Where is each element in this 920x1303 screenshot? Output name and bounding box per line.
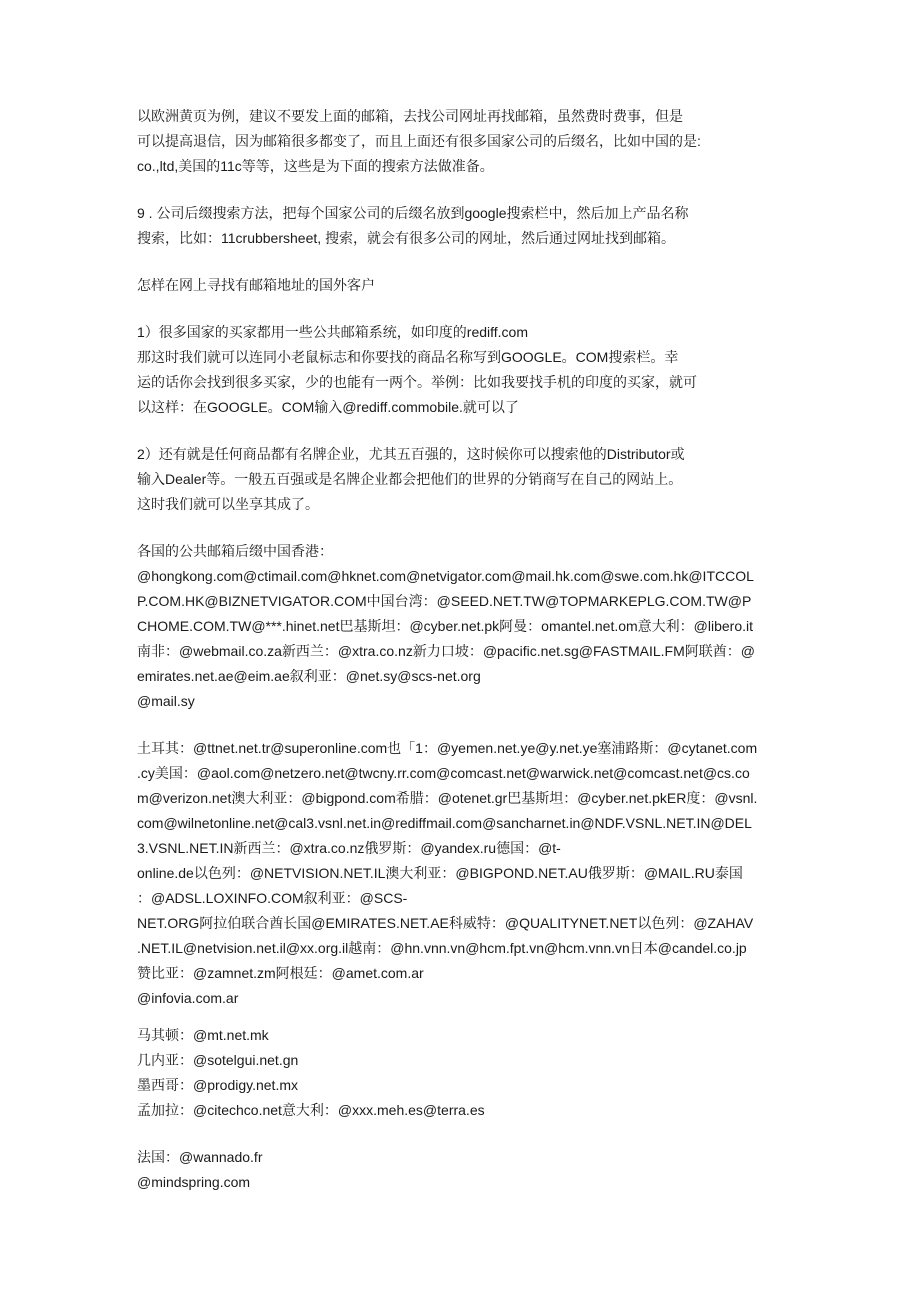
text-line: @mail.sy — [137, 693, 195, 709]
text-line: @infovia.com.ar — [137, 990, 239, 1006]
paragraph-email-suffixes-asia — [137, 539, 787, 714]
text-line: co.,ltd,美国的11c等等，这些是为下面的搜索方法做准备。 — [137, 158, 494, 174]
paragraph-email-suffixes-world — [137, 736, 787, 1011]
text-line: ：@ADSL.LOXINFO.COM叙利亚：@SCS- — [137, 890, 408, 906]
paragraph-email-suffixes-more — [137, 1023, 787, 1123]
text-line: 输入Dealer等。一般五百强或是名牌企业都会把他们的世界的分销商写在自己的网站上。 — [137, 471, 683, 487]
paragraph-suffix-search — [137, 201, 787, 251]
text-line: NET.ORG阿拉伯联合酋长国@EMIRATES.NET.AE科威特：@QUALITYNET.NET以色列：@ZAHAV — [137, 915, 754, 931]
text-line: 马其顿：@mt.net.mk — [137, 1027, 269, 1043]
text-line: P.COM.HK@BIZNETVIGATOR.COM中国台湾：@SEED.NET.TW@TOPMARKEPLG.COM.TW@P — [137, 593, 752, 609]
text-line: 那这时我们就可以连同小老鼠标志和你要找的商品名称写到GOOGLE。COM搜索栏。幸 — [137, 349, 679, 365]
text-line: .cy美国：@aol.com@netzero.net@twcny.rr.com@comcast.net@warwick.net@comcast.net@cs.co — [137, 765, 750, 781]
text-line: @hongkong.com@ctimail.com@hknet.com@netvigator.com@mail.hk.com@swe.com.hk@ITCCOL — [137, 568, 754, 584]
text-line: 墨西哥：@prodigy.net.mx — [137, 1077, 298, 1093]
text-line: 搜索，比如：11crubbersheet, 搜索，就会有很多公司的网址，然后通过网址找到邮箱。 — [137, 230, 676, 246]
text-line: m@verizon.net澳大利亚：@bigpond.com希腊：@otenet.gr巴基斯坦：@cyber.net.pkER度：@vsnl. — [137, 790, 758, 806]
text-line: 9 . 公司后缀搜索方法，把每个国家公司的后缀名放到google搜索栏中，然后加上产品名称 — [137, 205, 689, 221]
text-line: 以欧洲黄页为例，建议不要发上面的邮箱，去找公司网址再找邮箱，虽然费时费事，但是 — [137, 108, 683, 124]
text-line: 可以提高退信，因为邮箱很多都变了，而且上面还有很多国家公司的后缀名，比如中国的是: — [137, 133, 701, 149]
text-line: 3.VSNL.NET.IN新西兰：@xtra.co.nz俄罗斯：@yandex.ru德国：@t- — [137, 840, 561, 856]
text-line: @mindspring.com — [137, 1174, 251, 1190]
text-line: online.de以色列：@NETVISION.NET.IL澳大利亚：@BIGPOND.NET.AU俄罗斯：@MAIL.RU泰国 — [137, 865, 743, 881]
text-line: 以这样：在GOOGLE。COM输入@rediff.commobile.就可以了 — [137, 399, 519, 415]
text-line: .NET.IL@netvision.net.il@xx.org.il越南：@hn.vnn.vn@hcm.fpt.vn@hcm.vnn.vn日本@candel.co.jp — [137, 940, 747, 956]
section-heading: 怎样在网上寻找有邮箱地址的国外客户 — [137, 277, 375, 293]
text-line: 各国的公共邮箱后缀中国香港： — [137, 543, 333, 559]
text-line: 这时我们就可以坐享其成了。 — [137, 496, 319, 512]
text-line: 赞比亚：@zamnet.zm阿根廷：@amet.com.ar — [137, 965, 424, 981]
text-line: 2）还有就是任何商品都有名牌企业，尤其五百强的，这时候你可以搜索他的Distributor或 — [137, 446, 685, 462]
paragraph-public-mailbox — [137, 320, 787, 420]
text-line: 法国：@wannado.fr — [137, 1149, 263, 1165]
text-line: 南非：@webmail.co.za新西兰：@xtra.co.nz新力口坡：@pacific.net.sg@FASTMAIL.FM阿联酋：@ — [137, 643, 755, 659]
text-line: 几内亚：@sotelgui.net.gn — [137, 1052, 299, 1068]
paragraph-email-suffixes-france — [137, 1145, 787, 1195]
text-line: com@wilnetonline.net@cal3.vsnl.net.in@rediffmail.com@sancharnet.in@NDF.VSNL.NET.IN@DEL — [137, 815, 752, 831]
paragraph-europe-yellow-pages — [137, 104, 787, 179]
text-line: 运的话你会找到很多买家，少的也能有一两个。举例：比如我要找手机的印度的买家，就可 — [137, 374, 697, 390]
text-line: CHOME.COM.TW@***.hinet.net巴基斯坦：@cyber.net.pk阿曼：omantel.net.om意大利：@libero.it — [137, 618, 754, 634]
paragraph-distributor — [137, 442, 787, 517]
text-line: 土耳其：@ttnet.net.tr@superonline.com也「1：@yemen.net.ye@y.net.ye塞浦路斯：@cytanet.com — [137, 740, 758, 756]
document-page — [137, 104, 787, 1195]
text-line: 1）很多国家的买家都用一些公共邮箱系统，如印度的rediff.com — [137, 324, 528, 340]
text-line: emirates.net.ae@eim.ae叙利亚：@net.sy@scs-net.org — [137, 668, 481, 684]
text-line: 孟加拉：@citechco.net意大利：@xxx.meh.es@terra.es — [137, 1102, 485, 1118]
